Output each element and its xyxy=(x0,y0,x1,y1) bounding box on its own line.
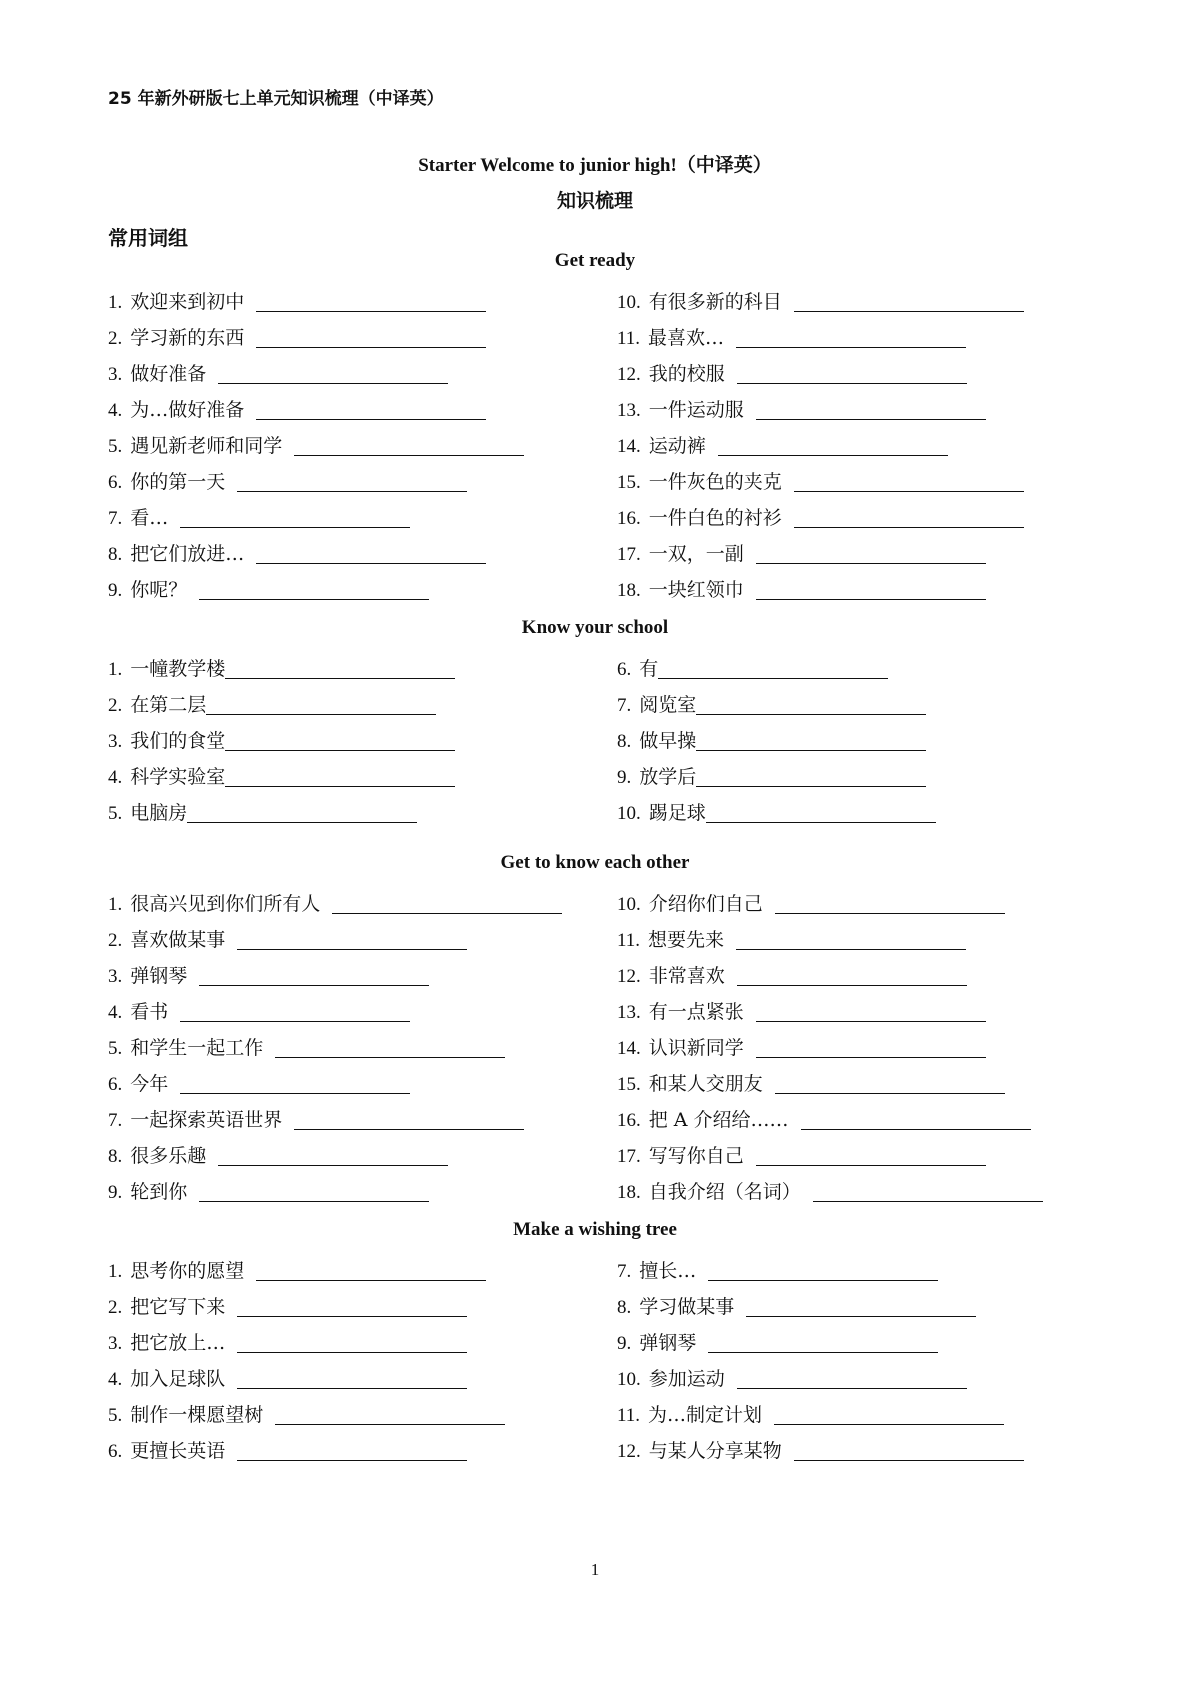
section xyxy=(0,846,1190,1203)
exercise-item xyxy=(617,314,1024,350)
exercise-item xyxy=(617,1024,1043,1060)
section-title: Make a wishing tree xyxy=(513,1219,677,1240)
chinese-phrase: 看书 xyxy=(130,1001,169,1023)
item-number: 13. xyxy=(617,400,641,421)
exercise-item xyxy=(617,494,1024,530)
answer-blank[interactable] xyxy=(696,764,926,787)
item-number: 8. xyxy=(108,1146,123,1167)
item-number: 6. xyxy=(617,659,632,680)
chinese-phrase: 喜欢做某事 xyxy=(130,929,226,951)
answer-blank[interactable] xyxy=(737,1366,967,1389)
item-number: 2. xyxy=(108,328,123,349)
chinese-phrase: 我的校服 xyxy=(648,363,725,385)
answer-blank[interactable] xyxy=(718,433,948,456)
item-number: 10. xyxy=(617,1369,641,1390)
chinese-phrase: 做好准备 xyxy=(130,363,207,385)
exercise-item xyxy=(108,314,524,350)
item-number: 13. xyxy=(617,1002,641,1023)
item-number: 4. xyxy=(108,1369,123,1390)
subtitle: 知识梳理 xyxy=(556,190,633,212)
answer-blank[interactable] xyxy=(756,541,986,564)
item-number: 8. xyxy=(617,1297,632,1318)
answer-blank[interactable] xyxy=(775,1071,1005,1094)
chinese-phrase: 写写你自己 xyxy=(648,1145,744,1167)
item-number: 2. xyxy=(108,1297,123,1318)
exercise-item xyxy=(617,458,1024,494)
chinese-phrase: 很高兴见到你们所有人 xyxy=(130,893,321,915)
item-number: 12. xyxy=(617,966,641,987)
exercise-item xyxy=(108,753,455,789)
item-number: 9. xyxy=(617,1333,632,1354)
item-number: 12. xyxy=(617,364,641,385)
exercise-item xyxy=(108,789,455,825)
item-number: 17. xyxy=(617,1146,641,1167)
exercise-item xyxy=(108,681,455,717)
item-number: 10. xyxy=(617,803,641,824)
exercise-item xyxy=(108,1427,505,1463)
exercise-item xyxy=(108,566,524,602)
exercise-item xyxy=(617,753,936,789)
item-number: 9. xyxy=(108,1182,123,1203)
item-number: 1. xyxy=(108,894,123,915)
item-number: 5. xyxy=(108,1405,123,1426)
answer-blank[interactable] xyxy=(736,927,966,950)
answer-blank[interactable] xyxy=(256,289,486,312)
chinese-phrase: 欢迎来到初中 xyxy=(130,291,245,313)
section-title: Get to know each other xyxy=(500,852,690,873)
answer-blank[interactable] xyxy=(746,1294,976,1317)
item-number: 4. xyxy=(108,400,123,421)
answer-blank[interactable] xyxy=(737,963,967,986)
item-number: 4. xyxy=(108,767,123,788)
exercise-item xyxy=(617,278,1024,314)
exercise-item xyxy=(108,530,524,566)
chinese-phrase: 在第二层 xyxy=(130,694,207,716)
column-right xyxy=(617,278,1024,602)
exercise-item xyxy=(617,952,1043,988)
document-header: 25 年新外研版七上单元知识梳理（中译英） xyxy=(108,89,444,109)
chinese-phrase: 更擅长英语 xyxy=(130,1440,226,1462)
item-number: 16. xyxy=(617,1110,641,1131)
answer-blank[interactable] xyxy=(180,1071,410,1094)
answer-blank[interactable] xyxy=(237,1366,467,1389)
answer-blank[interactable] xyxy=(794,289,1024,312)
exercise-item xyxy=(617,386,1024,422)
chinese-phrase: 你呢？ xyxy=(130,579,188,601)
answer-blank[interactable] xyxy=(801,1107,1031,1130)
exercise-item xyxy=(108,386,524,422)
chinese-phrase: 运动裤 xyxy=(648,435,706,457)
answer-blank[interactable] xyxy=(225,764,455,787)
item-number: 12. xyxy=(617,1441,641,1462)
exercise-item xyxy=(108,880,562,916)
answer-blank[interactable] xyxy=(794,505,1024,528)
chinese-phrase: 弹钢琴 xyxy=(639,1332,697,1354)
chinese-phrase: 有 xyxy=(639,658,659,680)
exercise-item xyxy=(617,1096,1043,1132)
answer-blank[interactable] xyxy=(225,728,455,751)
unit-title: Starter Welcome to junior high!（中译英） xyxy=(418,155,772,176)
item-number: 10. xyxy=(617,894,641,915)
chinese-phrase: 看… xyxy=(130,507,169,529)
exercise-item xyxy=(108,422,524,458)
answer-blank[interactable] xyxy=(736,325,966,348)
chinese-phrase: 加入足球队 xyxy=(130,1368,226,1390)
item-number: 5. xyxy=(108,803,123,824)
exercise-item xyxy=(617,1391,1024,1427)
exercise-item xyxy=(617,422,1024,458)
item-number: 1. xyxy=(108,659,123,680)
item-number: 3. xyxy=(108,731,123,752)
exercise-item xyxy=(617,1168,1043,1204)
exercise-item xyxy=(617,1427,1024,1463)
answer-blank[interactable] xyxy=(256,325,486,348)
phrases-label: 常用词组 xyxy=(108,226,188,250)
item-number: 6. xyxy=(108,1074,123,1095)
answer-blank[interactable] xyxy=(813,1179,1043,1202)
exercise-item xyxy=(108,717,455,753)
exercise-item xyxy=(617,1355,1024,1391)
answer-blank[interactable] xyxy=(225,656,455,679)
chinese-phrase: 思考你的愿望 xyxy=(130,1260,245,1282)
exercise-item xyxy=(108,1132,562,1168)
answer-blank[interactable] xyxy=(294,433,524,456)
answer-blank[interactable] xyxy=(756,397,986,420)
answer-blank[interactable] xyxy=(199,1179,429,1202)
answer-blank[interactable] xyxy=(696,728,926,751)
item-number: 11. xyxy=(617,930,641,951)
column-right xyxy=(617,1247,1024,1463)
exercise-item xyxy=(108,1024,562,1060)
item-number: 8. xyxy=(108,544,123,565)
chinese-phrase: 遇见新老师和同学 xyxy=(130,435,283,457)
item-number: 5. xyxy=(108,1038,123,1059)
exercise-item xyxy=(108,916,562,952)
answer-blank[interactable] xyxy=(206,692,436,715)
page-number: 1 xyxy=(590,1560,600,1579)
answer-blank[interactable] xyxy=(294,1107,524,1130)
section xyxy=(0,1213,1190,1462)
item-number: 18. xyxy=(617,1182,641,1203)
answer-blank[interactable] xyxy=(756,1035,986,1058)
item-number: 7. xyxy=(108,508,123,529)
answer-blank[interactable] xyxy=(199,577,429,600)
item-number: 11. xyxy=(617,1405,641,1426)
chinese-phrase: 有一点紧张 xyxy=(648,1001,744,1023)
chinese-phrase: 阅览室 xyxy=(639,694,697,716)
exercise-item xyxy=(617,988,1043,1024)
exercise-item xyxy=(108,1168,562,1204)
exercise-item xyxy=(617,645,936,681)
item-number: 9. xyxy=(617,767,632,788)
exercise-item xyxy=(617,350,1024,386)
item-number: 14. xyxy=(617,1038,641,1059)
chinese-phrase: 把它放上… xyxy=(130,1332,226,1354)
item-number: 14. xyxy=(617,436,641,457)
exercise-item xyxy=(108,952,562,988)
chinese-phrase: 与某人分享某物 xyxy=(648,1440,782,1462)
answer-blank[interactable] xyxy=(237,1294,467,1317)
answer-blank[interactable] xyxy=(658,656,888,679)
chinese-phrase: 为…制定计划 xyxy=(648,1404,763,1426)
chinese-phrase: 做早操 xyxy=(639,730,697,752)
exercise-item xyxy=(108,1391,505,1427)
exercise-item xyxy=(617,1319,1024,1355)
chinese-phrase: 想要先来 xyxy=(648,929,725,951)
item-number: 7. xyxy=(617,695,632,716)
exercise-item xyxy=(617,1247,1024,1283)
item-number: 5. xyxy=(108,436,123,457)
item-number: 16. xyxy=(617,508,641,529)
column-left xyxy=(108,880,562,1204)
answer-blank[interactable] xyxy=(706,800,936,823)
exercise-item xyxy=(108,1060,562,1096)
answer-blank[interactable] xyxy=(256,1258,486,1281)
chinese-phrase: 和某人交朋友 xyxy=(648,1073,763,1095)
column-left xyxy=(108,645,455,825)
answer-blank[interactable] xyxy=(774,1402,1004,1425)
item-number: 6. xyxy=(108,1441,123,1462)
chinese-phrase: 把它们放进… xyxy=(130,543,245,565)
answer-blank[interactable] xyxy=(756,999,986,1022)
answer-blank[interactable] xyxy=(275,1402,505,1425)
chinese-phrase: 擅长… xyxy=(639,1260,697,1282)
exercise-item xyxy=(617,566,1024,602)
chinese-phrase: 和学生一起工作 xyxy=(130,1037,264,1059)
answer-blank[interactable] xyxy=(199,963,429,986)
chinese-phrase: 一块红领巾 xyxy=(648,579,744,601)
exercise-item xyxy=(617,1132,1043,1168)
chinese-phrase: 认识新同学 xyxy=(648,1037,744,1059)
answer-blank[interactable] xyxy=(256,397,486,420)
item-number: 1. xyxy=(108,292,123,313)
answer-blank[interactable] xyxy=(794,1438,1024,1461)
chinese-phrase: 踢足球 xyxy=(648,802,706,824)
answer-blank[interactable] xyxy=(775,891,1005,914)
answer-blank[interactable] xyxy=(237,927,467,950)
answer-blank[interactable] xyxy=(218,361,448,384)
chinese-phrase: 一件灰色的夹克 xyxy=(648,471,782,493)
chinese-phrase: 最喜欢… xyxy=(648,327,725,349)
answer-blank[interactable] xyxy=(756,1143,986,1166)
exercise-item xyxy=(617,1283,1024,1319)
item-number: 3. xyxy=(108,966,123,987)
answer-blank[interactable] xyxy=(180,505,410,528)
item-number: 9. xyxy=(108,580,123,601)
exercise-item xyxy=(617,880,1043,916)
answer-blank[interactable] xyxy=(708,1258,938,1281)
section-title: Get ready xyxy=(554,250,636,271)
section xyxy=(0,244,1190,601)
exercise-item xyxy=(108,645,455,681)
answer-blank[interactable] xyxy=(737,361,967,384)
chinese-phrase: 非常喜欢 xyxy=(648,965,725,987)
chinese-phrase: 一件运动服 xyxy=(648,399,744,421)
chinese-phrase: 学习做某事 xyxy=(639,1296,735,1318)
chinese-phrase: 为…做好准备 xyxy=(130,399,245,421)
exercise-item xyxy=(108,1319,505,1355)
chinese-phrase: 自我介绍（名词） xyxy=(648,1181,801,1203)
item-number: 7. xyxy=(617,1261,632,1282)
chinese-phrase: 轮到你 xyxy=(130,1181,188,1203)
exercise-item xyxy=(108,350,524,386)
section-title: Know your school xyxy=(521,617,669,638)
answer-blank[interactable] xyxy=(237,469,467,492)
item-number: 4. xyxy=(108,1002,123,1023)
exercise-item xyxy=(617,530,1024,566)
item-number: 2. xyxy=(108,930,123,951)
exercise-item xyxy=(108,1283,505,1319)
exercise-item xyxy=(617,916,1043,952)
answer-blank[interactable] xyxy=(708,1330,938,1353)
item-number: 15. xyxy=(617,1074,641,1095)
answer-blank[interactable] xyxy=(180,999,410,1022)
exercise-item xyxy=(617,789,936,825)
exercise-item xyxy=(108,458,524,494)
chinese-phrase: 制作一棵愿望树 xyxy=(130,1404,264,1426)
exercise-item xyxy=(108,1355,505,1391)
item-number: 11. xyxy=(617,328,641,349)
item-number: 10. xyxy=(617,292,641,313)
exercise-item xyxy=(108,494,524,530)
chinese-phrase: 一起探索英语世界 xyxy=(130,1109,283,1131)
answer-blank[interactable] xyxy=(218,1143,448,1166)
item-number: 8. xyxy=(617,731,632,752)
chinese-phrase: 把它写下来 xyxy=(130,1296,226,1318)
answer-blank[interactable] xyxy=(696,692,926,715)
answer-blank[interactable] xyxy=(187,800,417,823)
chinese-phrase: 电脑房 xyxy=(130,802,188,824)
column-left xyxy=(108,278,524,602)
chinese-phrase: 一幢教学楼 xyxy=(130,658,226,680)
item-number: 3. xyxy=(108,1333,123,1354)
column-left xyxy=(108,1247,505,1463)
chinese-phrase: 一双，一副 xyxy=(648,543,744,565)
answer-blank[interactable] xyxy=(256,541,486,564)
chinese-phrase: 把 A 介绍给…… xyxy=(648,1109,789,1131)
exercise-item xyxy=(617,717,936,753)
answer-blank[interactable] xyxy=(237,1438,467,1461)
section xyxy=(0,611,1190,824)
chinese-phrase: 介绍你们自己 xyxy=(648,893,763,915)
chinese-phrase: 弹钢琴 xyxy=(130,965,188,987)
item-number: 7. xyxy=(108,1110,123,1131)
chinese-phrase: 科学实验室 xyxy=(130,766,226,788)
item-number: 2. xyxy=(108,695,123,716)
exercise-item xyxy=(108,278,524,314)
exercise-item xyxy=(617,681,936,717)
item-number: 1. xyxy=(108,1261,123,1282)
chinese-phrase: 有很多新的科目 xyxy=(648,291,782,313)
column-right xyxy=(617,880,1043,1204)
item-number: 15. xyxy=(617,472,641,493)
item-number: 17. xyxy=(617,544,641,565)
exercise-item xyxy=(617,1060,1043,1096)
exercise-item xyxy=(108,1247,505,1283)
answer-blank[interactable] xyxy=(794,469,1024,492)
answer-blank[interactable] xyxy=(275,1035,505,1058)
answer-blank[interactable] xyxy=(332,891,562,914)
exercise-item xyxy=(108,988,562,1024)
chinese-phrase: 我们的食堂 xyxy=(130,730,226,752)
chinese-phrase: 一件白色的衬衫 xyxy=(648,507,782,529)
item-number: 18. xyxy=(617,580,641,601)
item-number: 6. xyxy=(108,472,123,493)
column-right xyxy=(617,645,936,825)
chinese-phrase: 参加运动 xyxy=(648,1368,725,1390)
exercise-item xyxy=(108,1096,562,1132)
chinese-phrase: 学习新的东西 xyxy=(130,327,245,349)
chinese-phrase: 你的第一天 xyxy=(130,471,226,493)
answer-blank[interactable] xyxy=(756,577,986,600)
item-number: 3. xyxy=(108,364,123,385)
chinese-phrase: 今年 xyxy=(130,1073,169,1095)
answer-blank[interactable] xyxy=(237,1330,467,1353)
chinese-phrase: 放学后 xyxy=(639,766,697,788)
chinese-phrase: 很多乐趣 xyxy=(130,1145,207,1167)
